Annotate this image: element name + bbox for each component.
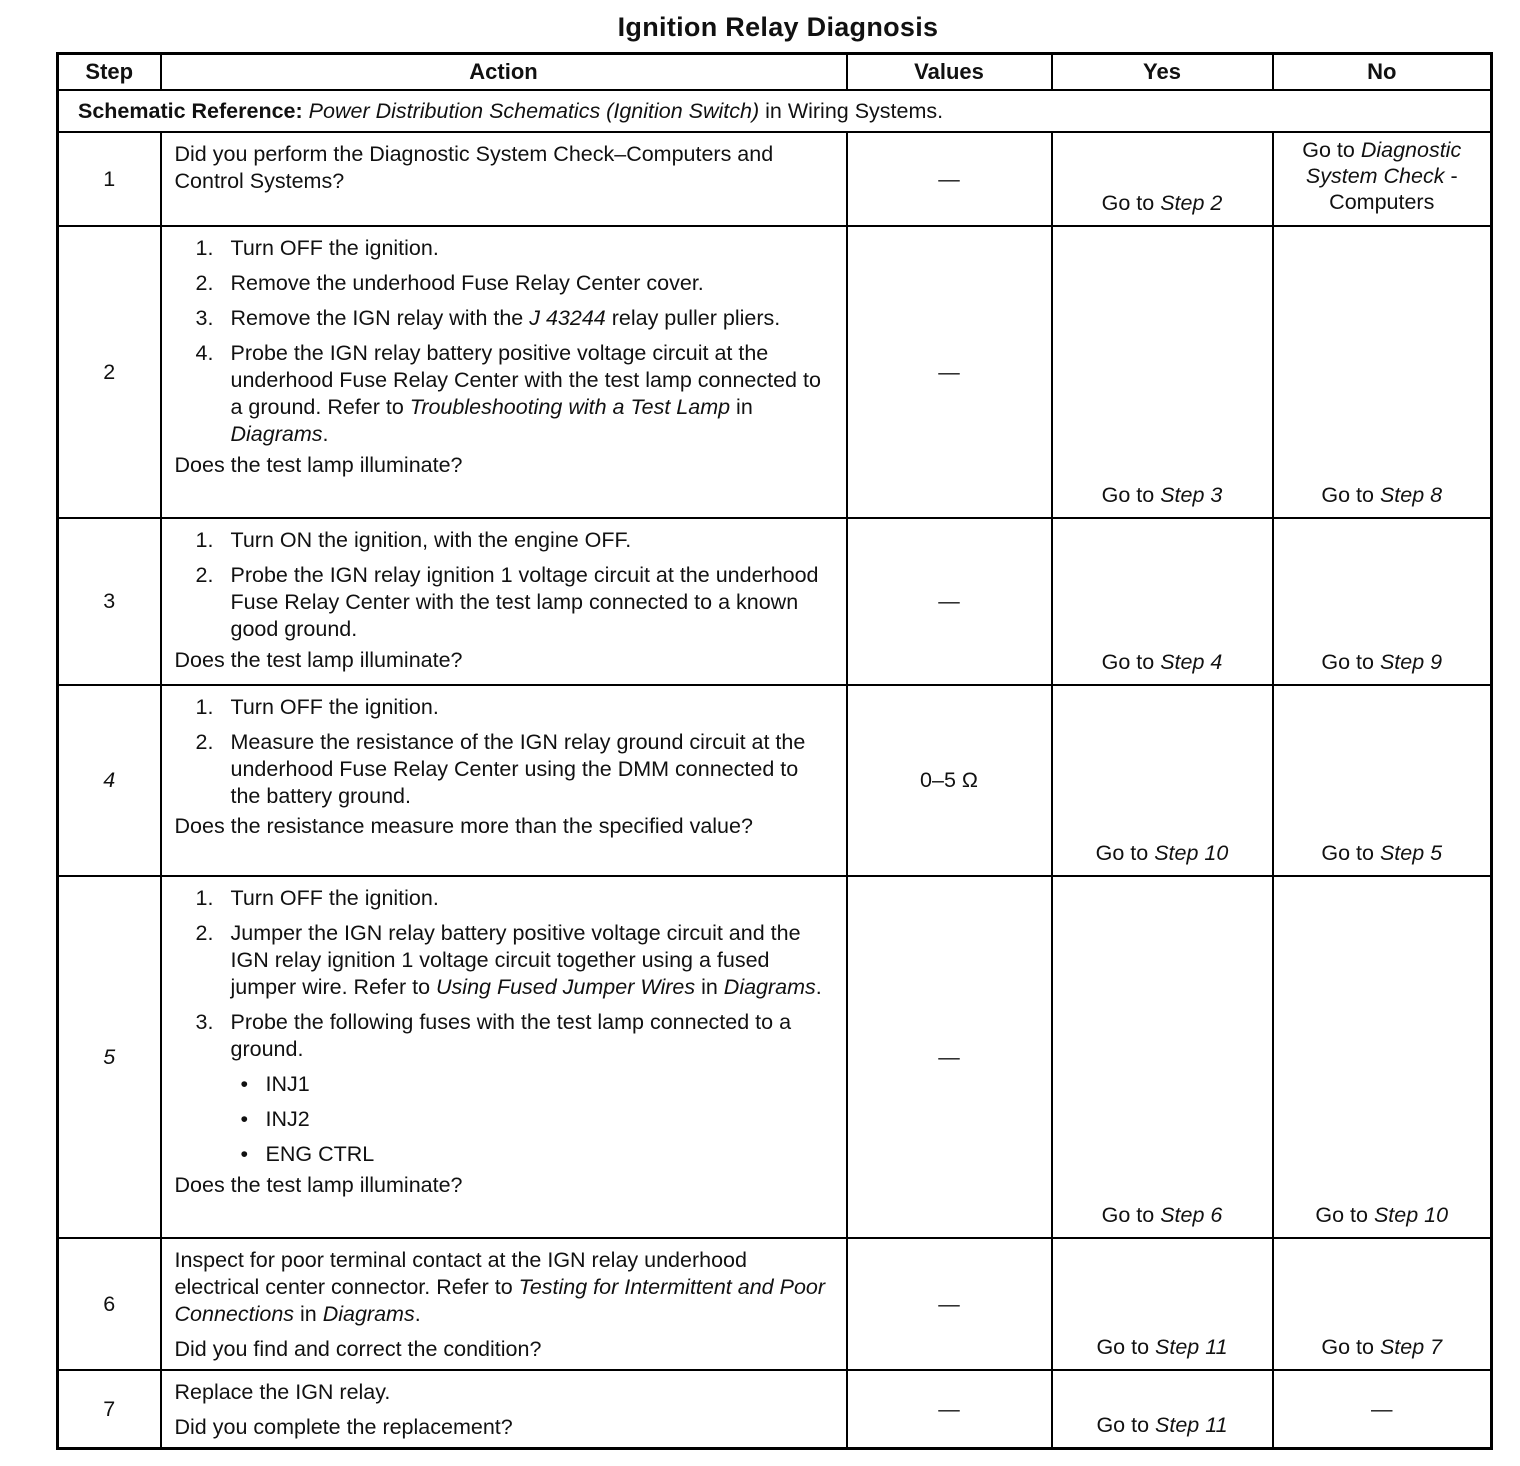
- schematic-label: Schematic Reference:: [78, 99, 303, 123]
- action-steps: [175, 694, 834, 810]
- schematic-suffix: in Wiring Systems.: [759, 99, 944, 123]
- action-cell: [161, 1238, 847, 1370]
- yes-step-link: Step 2: [1160, 191, 1223, 215]
- list-item: [175, 1009, 834, 1063]
- reference-link: Using Fused Jumper Wires: [436, 975, 696, 999]
- list-item: [175, 562, 834, 643]
- item-text: relay puller pliers.: [605, 306, 781, 330]
- table-row: [58, 132, 1492, 226]
- yes-step-link: Step 10: [1154, 841, 1229, 865]
- action-cell: [161, 876, 847, 1238]
- list-item: [175, 1071, 834, 1098]
- yes-prefix: Go to: [1101, 191, 1161, 215]
- reference-link: Testing for Intermittent and Poor Connections: [174, 1275, 826, 1326]
- no-prefix: Go to: [1315, 1203, 1374, 1227]
- action-cell: [161, 132, 847, 226]
- item-number: 2.: [195, 271, 214, 295]
- item-number: 3.: [195, 1010, 214, 1034]
- yes-cell: [1052, 1370, 1273, 1449]
- action-cell: [161, 685, 847, 876]
- step-number: 7: [58, 1370, 161, 1449]
- yes-prefix: Go to: [1101, 650, 1161, 674]
- table-row: [58, 226, 1492, 518]
- fuse-name: INJ1: [265, 1072, 310, 1096]
- item-text: .: [414, 1302, 421, 1326]
- header-row: [58, 54, 1492, 91]
- list-item: [175, 235, 834, 262]
- item-text: Jumper the IGN relay battery positive voltage circuit and the IGN relay ignition 1 voltage circuit together using a fused jumper wire. Refer to: [230, 921, 801, 999]
- bullet-icon: •: [240, 1072, 249, 1096]
- item-text: Measure the resistance of the IGN relay ground circuit at the underhood Fuse Relay Center using the DMM connected to the battery ground.: [230, 730, 806, 808]
- question-text: Did you complete the replacement?: [174, 1415, 513, 1439]
- value-cell: —: [847, 1238, 1052, 1370]
- no-prefix: Go to: [1302, 138, 1361, 162]
- yes-prefix: Go to: [1095, 841, 1155, 865]
- list-item: [175, 1141, 834, 1168]
- header-values: Values: [847, 54, 1052, 91]
- no-cell: [1273, 1238, 1492, 1370]
- table-row: [58, 876, 1492, 1238]
- step-number: 5: [58, 876, 161, 1238]
- action-cell: [161, 1370, 847, 1449]
- item-text: Inspect for poor terminal contact at the IGN relay underhood electrical center connector. Refer to: [174, 1248, 747, 1299]
- reference-link: Diagrams: [723, 975, 816, 999]
- reference-link: Diagrams: [230, 422, 323, 446]
- value-cell: 0–5 Ω: [847, 685, 1052, 876]
- yes-cell: [1052, 132, 1273, 226]
- yes-cell: [1052, 685, 1273, 876]
- action-steps: [175, 885, 834, 1063]
- tool-number: J 43244: [529, 306, 606, 330]
- item-number: 1.: [195, 528, 214, 552]
- no-step-link: Step 10: [1373, 1203, 1449, 1227]
- item-number: 2.: [195, 921, 214, 945]
- list-item: [175, 1106, 834, 1133]
- bullet-icon: •: [240, 1142, 249, 1166]
- list-item: [175, 340, 834, 448]
- no-cell: [1273, 226, 1492, 518]
- item-number: 3.: [195, 306, 214, 330]
- no-cell: [1273, 876, 1492, 1238]
- action-text: Replace the IGN relay.: [174, 1380, 391, 1404]
- no-prefix: Go to: [1321, 841, 1380, 865]
- item-text: Turn OFF the ignition.: [230, 695, 439, 719]
- no-step-link: Step 9: [1379, 650, 1443, 674]
- list-item: [175, 885, 834, 912]
- no-prefix: Go to: [1321, 483, 1380, 507]
- item-text: Remove the IGN relay with the: [230, 306, 530, 330]
- item-text: .: [815, 975, 822, 999]
- item-text: in: [294, 1302, 323, 1326]
- item-text: Probe the IGN relay ignition 1 voltage circuit at the underhood Fuse Relay Center with the test lamp connected to a known good ground.: [230, 563, 819, 641]
- no-cell: [1273, 518, 1492, 685]
- no-cell: [1273, 685, 1492, 876]
- no-prefix: Go to: [1321, 1335, 1380, 1359]
- value-cell: —: [847, 518, 1052, 685]
- question-text: Does the test lamp illuminate?: [174, 1173, 463, 1197]
- no-step-link: Step 5: [1379, 841, 1443, 865]
- item-text: Turn ON the ignition, with the engine OFF.: [230, 528, 632, 552]
- no-link: Diagnostic System Check: [1305, 138, 1462, 188]
- bullet-icon: •: [240, 1107, 249, 1131]
- item-text: .: [322, 422, 329, 446]
- no-step-link: Step 7: [1379, 1335, 1443, 1359]
- page-title: Ignition Relay Diagnosis: [617, 12, 939, 42]
- list-item: [175, 920, 834, 1001]
- item-text: Probe the IGN relay battery positive voltage circuit at the underhood Fuse Relay Center with the test lamp connected to a ground. Refer to: [230, 341, 821, 419]
- diagnosis-table: [56, 52, 1493, 1450]
- value-cell: —: [847, 1370, 1052, 1449]
- header-action: Action: [161, 54, 847, 91]
- item-number: 1.: [195, 695, 214, 719]
- item-number: 2.: [195, 730, 214, 754]
- header-no: No: [1273, 54, 1492, 91]
- no-cell: [1273, 132, 1492, 226]
- action-text: [175, 1247, 834, 1328]
- fuse-name: ENG CTRL: [265, 1142, 375, 1166]
- question-text: Did you find and correct the condition?: [174, 1337, 542, 1361]
- yes-step-link: Step 11: [1155, 1335, 1228, 1359]
- schematic-link: Power Distribution Schematics (Ignition Switch): [308, 99, 760, 123]
- item-number: 1.: [195, 236, 214, 260]
- item-text: Probe the following fuses with the test lamp connected to a ground.: [230, 1010, 792, 1061]
- reference-link: Troubleshooting with a Test Lamp: [409, 395, 731, 419]
- item-number: 1.: [195, 886, 214, 910]
- list-item: [175, 729, 834, 810]
- item-number: 4.: [195, 341, 214, 365]
- list-item: [175, 305, 834, 332]
- no-suffix: - Computers: [1329, 164, 1458, 214]
- value-cell: —: [847, 226, 1052, 518]
- table-row: [58, 1238, 1492, 1370]
- value-cell: —: [847, 132, 1052, 226]
- yes-step-link: Step 3: [1160, 483, 1223, 507]
- question-text: Does the test lamp illuminate?: [174, 453, 463, 477]
- action-cell: [161, 518, 847, 685]
- item-text: Remove the underhood Fuse Relay Center cover.: [230, 271, 704, 295]
- yes-cell: [1052, 226, 1273, 518]
- table-row: [58, 1370, 1492, 1449]
- yes-prefix: Go to: [1101, 483, 1161, 507]
- list-item: [175, 270, 834, 297]
- yes-step-link: Step 6: [1160, 1203, 1223, 1227]
- yes-cell: [1052, 876, 1273, 1238]
- fuse-name: INJ2: [265, 1107, 310, 1131]
- schematic-reference: [58, 90, 1492, 132]
- action-steps: [175, 235, 834, 448]
- yes-cell: [1052, 518, 1273, 685]
- item-text: in: [695, 975, 724, 999]
- item-text: Turn OFF the ignition.: [230, 236, 439, 260]
- yes-cell: [1052, 1238, 1273, 1370]
- step-number: 1: [58, 132, 161, 226]
- yes-step-link: Step 11: [1155, 1413, 1228, 1437]
- reference-link: Diagrams: [322, 1302, 415, 1326]
- item-text: Turn OFF the ignition.: [230, 886, 439, 910]
- action-cell: [161, 226, 847, 518]
- list-item: [175, 527, 834, 554]
- value-cell: —: [847, 876, 1052, 1238]
- question-text: Does the test lamp illuminate?: [174, 648, 463, 672]
- fuse-list: [175, 1071, 834, 1168]
- yes-prefix: Go to: [1096, 1335, 1156, 1359]
- table-row: [58, 518, 1492, 685]
- yes-prefix: Go to: [1101, 1203, 1161, 1227]
- question-text: Does the resistance measure more than the specified value?: [174, 814, 753, 838]
- header-step: Step: [58, 54, 161, 91]
- yes-step-link: Step 4: [1160, 650, 1223, 674]
- no-step-link: Step 8: [1379, 483, 1443, 507]
- no-cell: —: [1273, 1370, 1492, 1449]
- step-number: 3: [58, 518, 161, 685]
- step-number: 4: [58, 685, 161, 876]
- list-item: [175, 694, 834, 721]
- step-number: 2: [58, 226, 161, 518]
- no-prefix: Go to: [1321, 650, 1380, 674]
- table-row: [58, 685, 1492, 876]
- yes-prefix: Go to: [1096, 1413, 1156, 1437]
- schematic-reference-row: [58, 90, 1492, 132]
- header-yes: Yes: [1052, 54, 1273, 91]
- item-number: 2.: [195, 563, 214, 587]
- action-text: Did you perform the Diagnostic System Check–Computers and Control Systems?: [174, 142, 774, 193]
- action-steps: [175, 527, 834, 643]
- step-number: 6: [58, 1238, 161, 1370]
- item-text: in: [730, 395, 753, 419]
